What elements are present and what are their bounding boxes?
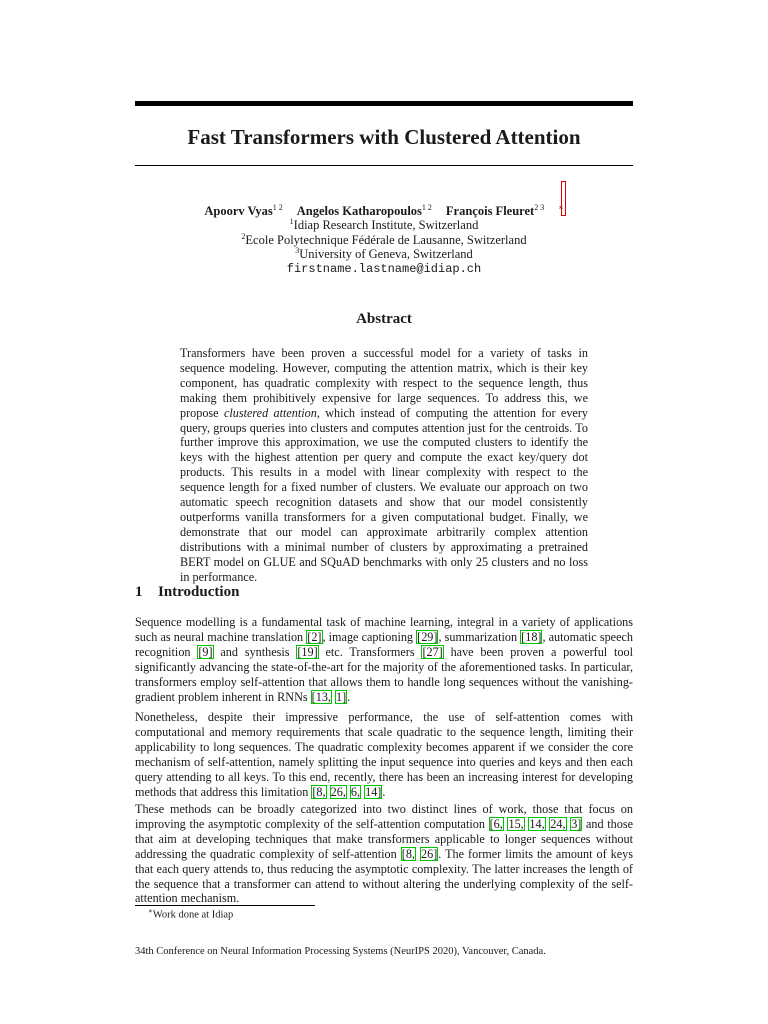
footnote xyxy=(148,907,233,921)
abstract-emphasis: clustered attention xyxy=(223,405,317,420)
citation-link[interactable]: [9] xyxy=(198,644,213,659)
abstract-heading: Abstract xyxy=(356,311,412,327)
footnote-marker[interactable]: ∗ xyxy=(558,203,564,212)
abstract-text: , which instead of computing the attention for every query, groups queries into clusters and computes attention just for the centroids. To further improve this approximation, we use the computed clusters to identify the keys with the highest attention per query and compute the exact key/query dot products. This results in a model with linear complexity with respect to the sequence length for a fixed number of clusters. We evaluate our approach on two automatic speech recognition datasets and show that our model consistently outperforms vanilla transformers for a given computational budget. Finally, we demonstrate that our model can approximate arbitrarily complex attention distributions with a minimal number of clusters by approximating a pretrained BERT model on GLUE and SQuAD benchmarks with only 25 clusters and no loss in performance. xyxy=(180,405,588,584)
footnote-text: Work done at Idiap xyxy=(152,909,234,921)
citation-link[interactable]: 14, xyxy=(529,816,545,831)
abstract-body xyxy=(180,346,588,585)
text-run: etc. Transformers xyxy=(318,644,422,659)
affiliation xyxy=(135,246,633,262)
citation-link[interactable]: 26, xyxy=(330,784,346,799)
citation-link[interactable]: 26] xyxy=(421,846,438,861)
footnote-mark: ∗ xyxy=(148,907,153,915)
text-run: , image captioning xyxy=(322,629,417,644)
section-heading xyxy=(135,584,239,601)
affiliation-mark: 2 xyxy=(241,232,246,241)
title-bottom-rule xyxy=(135,165,633,166)
affiliation-text: University of Geneva, Switzerland xyxy=(299,247,473,262)
text-run: These methods can be broadly categorized into two distinct lines of work, those that focus on improving the asymptotic complexity of the self-attention computation xyxy=(135,802,633,831)
citation-link[interactable]: [27] xyxy=(422,644,443,659)
intro-paragraph-1 xyxy=(135,615,633,704)
citation-link[interactable]: [13, xyxy=(311,689,331,704)
intro-paragraph-3 xyxy=(135,802,633,906)
affiliation-text: Idiap Research Institute, Switzerland xyxy=(293,218,479,233)
intro-paragraph-2 xyxy=(135,710,633,799)
citation-link[interactable]: [8, xyxy=(401,846,415,861)
text-run: and those that aim at developing techniques that make transformers applicable to longer sequences without addressing the quadratic complexity of self-attention xyxy=(135,816,634,861)
citation-link[interactable]: [8, xyxy=(312,784,326,799)
affiliation-mark: 3 xyxy=(295,246,300,255)
citation-link[interactable]: [19] xyxy=(297,644,318,659)
author-email: firstname.lastname@idiap.ch xyxy=(286,262,482,276)
text-run: . xyxy=(347,689,351,704)
citation-link[interactable]: 1] xyxy=(336,689,347,704)
citation-link[interactable]: [18] xyxy=(521,629,542,644)
text-run: Nonetheless, despite their impressive performance, the use of self-attention comes with computational and memory requirements that scale quadratic to the sequence length, limiting their applicability to long sequences. The quadratic complexity becomes apparent if we consider the core mechanism of self-attention, namely splitting the input sequence into queries and keys and then each query attending to all keys. To this end, recently, there has been an increasing interest for developing methods that address this limitation xyxy=(135,710,633,799)
author-name: François Fleuret xyxy=(445,204,535,219)
text-run: , automatic speech recognition xyxy=(135,629,633,659)
text-run: . The former limits the amount of keys that each query attends to, thus reducing the asymptotic complexity. The latter increases the length of the sequence that a transformer can attend to without altering the underlying complexity of the self-attention mechanism. xyxy=(135,846,634,906)
venue-line: 34th Conference on Neural Information Processing Systems (NeurIPS 2020), Vancouver, Canada. xyxy=(135,946,546,957)
affiliation-text: Ecole Polytechnique Fédérale de Lausanne, Switzerland xyxy=(245,233,527,248)
author-name: Angelos Katharopoulos xyxy=(296,204,422,219)
section-title: Introduction xyxy=(158,584,240,600)
affiliation xyxy=(135,217,633,233)
paper-title: Fast Transformers with Clustered Attention xyxy=(187,125,581,149)
text-run: Sequence modelling is a fundamental task of machine learning, integral in a variety of applications such as neural machine translation xyxy=(135,615,633,644)
text-run: , summarization xyxy=(438,629,521,644)
text-run: have been proven a powerful tool significantly advancing the state-of-the-art for the majority of the aforementioned tasks. In particular, transformers employ self-attention that allows them to handle long sequences without the vanishing-gradient problem inherent in RNNs xyxy=(135,644,633,704)
affiliation-mark: 1 xyxy=(289,217,294,226)
citation-link[interactable]: 14] xyxy=(365,784,382,799)
author-affil-marks: 1 2 xyxy=(272,203,283,212)
footnote-link-box[interactable] xyxy=(561,181,566,216)
text-run: . xyxy=(382,784,386,799)
title-top-rule xyxy=(135,101,633,106)
citation-link[interactable]: 24, xyxy=(550,816,566,831)
footnote-rule xyxy=(135,905,315,906)
text-run: and synthesis xyxy=(213,644,297,659)
citation-link[interactable]: [6, xyxy=(489,816,503,831)
author-name: Apoorv Vyas xyxy=(204,204,273,219)
citation-link[interactable]: [29] xyxy=(417,629,438,644)
citation-link[interactable]: 15, xyxy=(508,816,524,831)
author-affil-marks: 1 2 xyxy=(421,203,432,212)
citation-link[interactable]: 6, xyxy=(350,784,361,799)
abstract-text: Transformers have been proven a successful model for a variety of tasks in sequence modeling. However, computing the attention matrix, which is their key component, has quadratic complexity with respect to the sequence length, thus making them prohibitively expensive for large sequences. To address this, we propose xyxy=(180,346,588,420)
citation-link[interactable]: 3] xyxy=(571,816,582,831)
citation-link[interactable]: [2] xyxy=(307,629,322,644)
author-affil-marks: 2 3 xyxy=(534,203,545,212)
section-number: 1 xyxy=(135,584,143,600)
